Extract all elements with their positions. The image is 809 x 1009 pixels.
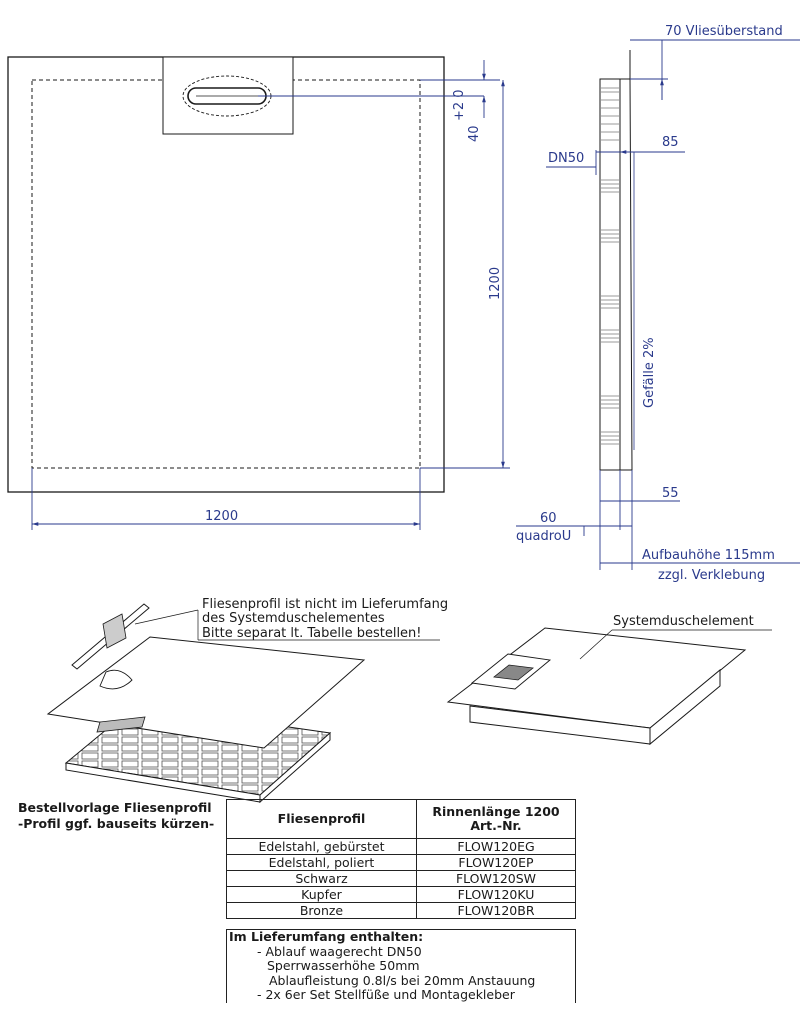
article-cell: FLOW120SW [417, 871, 576, 887]
profile-cell: Edelstahl, gebürstet [227, 839, 417, 855]
side-view [516, 24, 800, 583]
scope-of-delivery [226, 929, 576, 1003]
scope-line: - Ablauf waagerecht DN50 [257, 943, 422, 959]
scope-line: Sperrwasserhöhe 50mm [267, 958, 420, 973]
order-title-line-2: -Profil ggf. bauseits kürzen- [18, 816, 215, 831]
offset-label: 40 [467, 125, 482, 142]
tolerance-label: +2 0 [452, 89, 467, 121]
top-slab [620, 79, 632, 470]
build-height-label: Aufbauhöhe 115mm [642, 548, 775, 563]
profile-note-line-1: Fliesenprofil ist nicht im Lieferumfang [202, 597, 449, 612]
table-row [227, 855, 576, 871]
scope-title: Im Lieferumfang enthalten: [229, 929, 424, 944]
element-cross-section [600, 79, 620, 470]
scope-line: - 2x 6er Set Stellfüße und Montagekleber [257, 987, 515, 1002]
table-row [227, 903, 576, 919]
table-row [227, 887, 576, 903]
article-cell: FLOW120BR [417, 903, 576, 919]
element-label: Systemduschelement [613, 614, 754, 629]
fleece-overhang-label: 70 Vliesüberstand [665, 24, 783, 39]
profile-cell: Schwarz [227, 871, 417, 887]
header-article-number: Art.-Nr. [470, 818, 522, 833]
header-profile: Fliesenprofil [227, 800, 417, 839]
slope-label: Gefälle 2% [642, 337, 657, 408]
table-row [227, 871, 576, 887]
width-dimension-label: 1200 [205, 509, 239, 524]
table-header-row [227, 800, 576, 839]
assembled-view [448, 614, 772, 744]
bottom-left-label: 60 [540, 511, 557, 526]
profile-cell: Kupfer [227, 887, 417, 903]
order-title-line-1: Bestellvorlage Fliesenprofil [18, 800, 212, 815]
header-channel [417, 800, 576, 839]
profile-cell: Bronze [227, 903, 417, 919]
height-dimension-label: 1200 [488, 266, 503, 300]
profile-note-line-3: Bitte separat lt. Tabelle bestellen! [202, 626, 422, 641]
article-cell: FLOW120EG [417, 839, 576, 855]
tile-area-outline [32, 80, 420, 468]
profile-order-table [226, 799, 576, 919]
exploded-view [48, 597, 448, 802]
article-cell: FLOW120KU [417, 887, 576, 903]
profile-note-line-2: des Systemduschelementes [202, 611, 385, 626]
drain-size-label: DN50 [548, 151, 585, 166]
profile-cell: Edelstahl, poliert [227, 855, 417, 871]
article-cell: FLOW120EP [417, 855, 576, 871]
drain-offset-label: 85 [662, 135, 679, 150]
quadro-label: quadroU [516, 529, 572, 544]
top-view [8, 57, 510, 530]
bottom-right-label: 55 [662, 486, 679, 501]
table-row [227, 839, 576, 855]
order-template-title [18, 800, 214, 832]
build-height-note: zzgl. Verklebung [658, 568, 766, 583]
header-length: Rinnenlänge 1200 [432, 804, 560, 819]
scope-line: Ablaufleistung 0.8l/s bei 20mm Anstauung [269, 972, 536, 988]
